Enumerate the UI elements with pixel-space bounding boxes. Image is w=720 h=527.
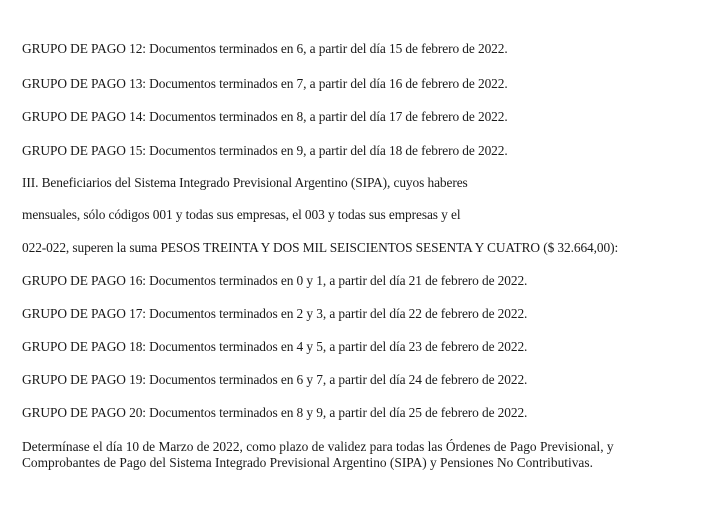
payment-group-19: GRUPO DE PAGO 19: Documentos terminados en 6 y 7, a partir del día 24 de febrero de 2022. <box>22 372 528 387</box>
section-iii-line-3: 022-022, superen la suma PESOS TREINTA Y DOS MIL SEISCIENTOS SESENTA Y CUATRO ($ 32.664,00): <box>22 240 619 255</box>
payment-group-12: GRUPO DE PAGO 12: Documentos terminados en 6, a partir del día 15 de febrero de 2022. <box>22 41 508 56</box>
section-iii-line-1: III. Beneficiarios del Sistema Integrado Previsional Argentino (SIPA), cuyos haberes <box>22 175 468 190</box>
closing-line-2: Comprobantes de Pago del Sistema Integrado Previsional Argentino (SIPA) y Pensiones No Contributivas. <box>22 455 593 470</box>
payment-group-14: GRUPO DE PAGO 14: Documentos terminados en 8, a partir del día 17 de febrero de 2022. <box>22 109 508 124</box>
payment-group-20: GRUPO DE PAGO 20: Documentos terminados en 8 y 9, a partir del día 25 de febrero de 2022. <box>22 405 528 420</box>
payment-group-17: GRUPO DE PAGO 17: Documentos terminados en 2 y 3, a partir del día 22 de febrero de 2022. <box>22 306 528 321</box>
payment-group-13: GRUPO DE PAGO 13: Documentos terminados en 7, a partir del día 16 de febrero de 2022. <box>22 76 508 91</box>
section-iii-line-2: mensuales, sólo códigos 001 y todas sus empresas, el 003 y todas sus empresas y el <box>22 207 461 222</box>
payment-group-18: GRUPO DE PAGO 18: Documentos terminados en 4 y 5, a partir del día 23 de febrero de 2022. <box>22 339 528 354</box>
payment-group-15: GRUPO DE PAGO 15: Documentos terminados en 9, a partir del día 18 de febrero de 2022. <box>22 143 508 158</box>
closing-line-1: Determínase el día 10 de Marzo de 2022, como plazo de validez para todas las Órdenes de Pago Previsional, y <box>22 439 614 454</box>
payment-group-16: GRUPO DE PAGO 16: Documentos terminados en 0 y 1, a partir del día 21 de febrero de 2022. <box>22 273 528 288</box>
closing-paragraph <box>22 439 694 471</box>
